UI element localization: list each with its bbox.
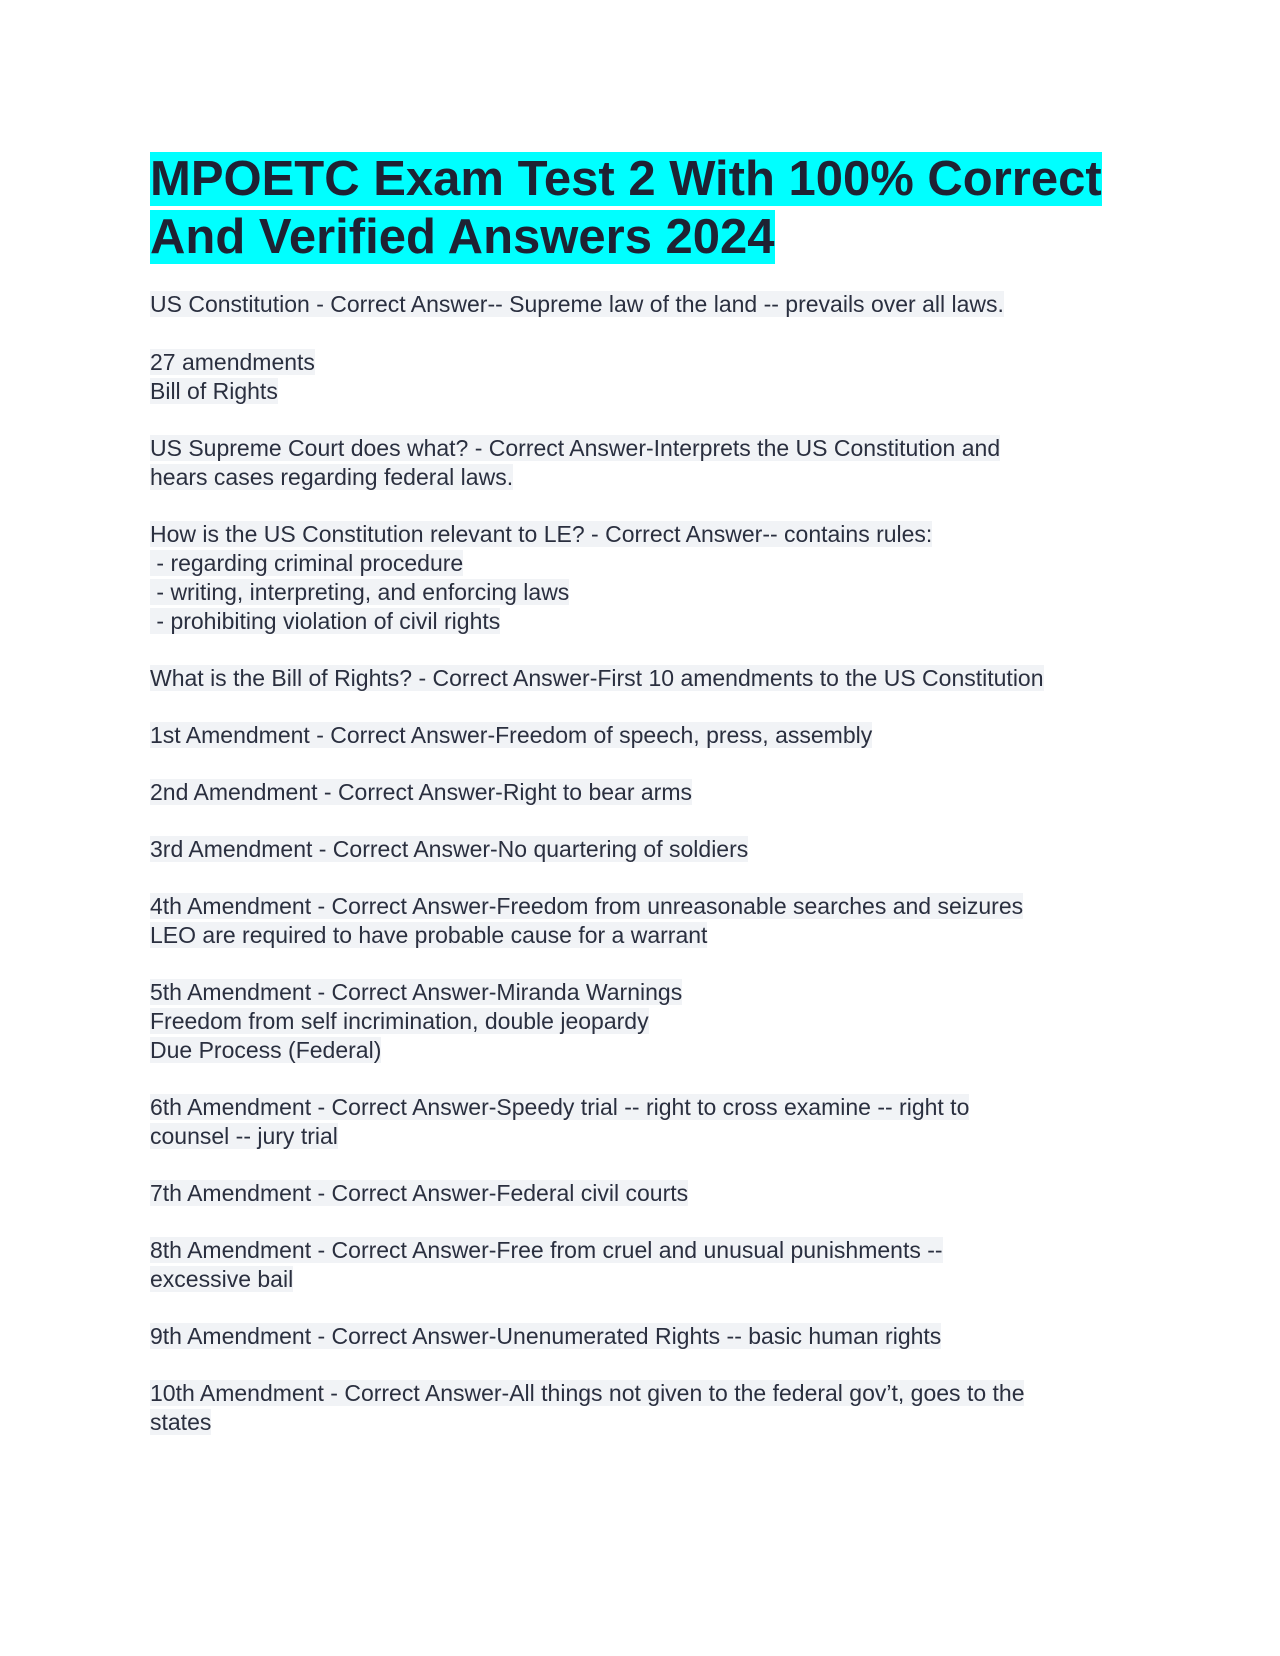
qa-text: excessive bail xyxy=(150,1266,294,1292)
qa-line xyxy=(150,721,1130,750)
qa-text: 9th Amendment - Correct Answer-Unenumerated Rights -- basic human rights xyxy=(150,1323,942,1349)
qa-entry xyxy=(150,1379,1130,1437)
qa-text: 5th Amendment - Correct Answer-Miranda Warnings xyxy=(150,979,683,1005)
qa-line xyxy=(150,549,1130,578)
qa-line xyxy=(150,1007,1130,1036)
qa-line xyxy=(150,319,1130,348)
qa-entry xyxy=(150,978,1130,1065)
qa-entry xyxy=(150,1236,1130,1294)
qa-line xyxy=(150,1122,1130,1151)
qa-text: states xyxy=(150,1409,212,1435)
qa-text: Freedom from self incrimination, double jeopardy xyxy=(150,1008,649,1034)
qa-text: LEO are required to have probable cause for a warrant xyxy=(150,922,708,948)
qa-line xyxy=(150,607,1130,636)
qa-text: 6th Amendment - Correct Answer-Speedy trial -- right to cross examine -- right to xyxy=(150,1094,970,1120)
qa-entry xyxy=(150,664,1130,693)
qa-entry xyxy=(150,892,1130,950)
qa-text: - prohibiting violation of civil rights xyxy=(150,608,501,634)
qa-line xyxy=(150,1379,1130,1408)
qa-line xyxy=(150,463,1130,492)
qa-entry xyxy=(150,434,1130,492)
qa-text: counsel -- jury trial xyxy=(150,1123,338,1149)
qa-entry xyxy=(150,290,1130,406)
qa-entry xyxy=(150,721,1130,750)
qa-text: 10th Amendment - Correct Answer-All things not given to the federal gov’t, goes to the xyxy=(150,1380,1025,1406)
qa-entry xyxy=(150,1322,1130,1351)
qa-line xyxy=(150,377,1130,406)
qa-line xyxy=(150,1408,1130,1437)
qa-text: US Constitution - Correct Answer-- Supreme law of the land -- prevails over all laws. xyxy=(150,291,1004,317)
qa-line xyxy=(150,1265,1130,1294)
qa-text: - regarding criminal procedure xyxy=(150,550,464,576)
qa-line xyxy=(150,978,1130,1007)
qa-text: 1st Amendment - Correct Answer-Freedom of speech, press, assembly xyxy=(150,722,873,748)
qa-line xyxy=(150,1093,1130,1122)
qa-text: 7th Amendment - Correct Answer-Federal civil courts xyxy=(150,1180,689,1206)
qa-entry xyxy=(150,1179,1130,1208)
qa-line xyxy=(150,520,1130,549)
qa-line xyxy=(150,290,1130,319)
qa-text: How is the US Constitution relevant to LE? - Correct Answer-- contains rules: xyxy=(150,521,933,547)
qa-line xyxy=(150,1236,1130,1265)
qa-text: 4th Amendment - Correct Answer-Freedom from unreasonable searches and seizures xyxy=(150,893,1024,919)
qa-text: Due Process (Federal) xyxy=(150,1037,382,1063)
document-page xyxy=(150,150,1130,1465)
qa-text: 8th Amendment - Correct Answer-Free from cruel and unusual punishments -- xyxy=(150,1237,943,1263)
qa-entry xyxy=(150,778,1130,807)
qa-text: 3rd Amendment - Correct Answer-No quartering of soldiers xyxy=(150,836,749,862)
qa-text: - writing, interpreting, and enforcing laws xyxy=(150,579,570,605)
qa-line xyxy=(150,1322,1130,1351)
qa-line xyxy=(150,1036,1130,1065)
qa-entry xyxy=(150,1093,1130,1151)
qa-text: What is the Bill of Rights? - Correct Answer-First 10 amendments to the US Constitution xyxy=(150,665,1044,691)
qa-line xyxy=(150,892,1130,921)
qa-line xyxy=(150,348,1130,377)
qa-text: 27 amendments xyxy=(150,349,315,375)
qa-line xyxy=(150,835,1130,864)
qa-line xyxy=(150,921,1130,950)
qa-text: US Supreme Court does what? - Correct Answer-Interprets the US Constitution and xyxy=(150,435,1001,461)
qa-line xyxy=(150,578,1130,607)
qa-entry xyxy=(150,520,1130,636)
qa-line xyxy=(150,434,1130,463)
qa-text: hears cases regarding federal laws. xyxy=(150,464,514,490)
title-highlight: MPOETC Exam Test 2 With 100% Correct And Verified Answers 2024 xyxy=(150,152,1102,264)
qa-list xyxy=(150,290,1130,1437)
qa-text: Bill of Rights xyxy=(150,378,278,404)
qa-line xyxy=(150,778,1130,807)
qa-line xyxy=(150,1179,1130,1208)
document-title xyxy=(150,150,1130,266)
qa-line xyxy=(150,664,1130,693)
qa-text: 2nd Amendment - Correct Answer-Right to bear arms xyxy=(150,779,693,805)
qa-entry xyxy=(150,835,1130,864)
